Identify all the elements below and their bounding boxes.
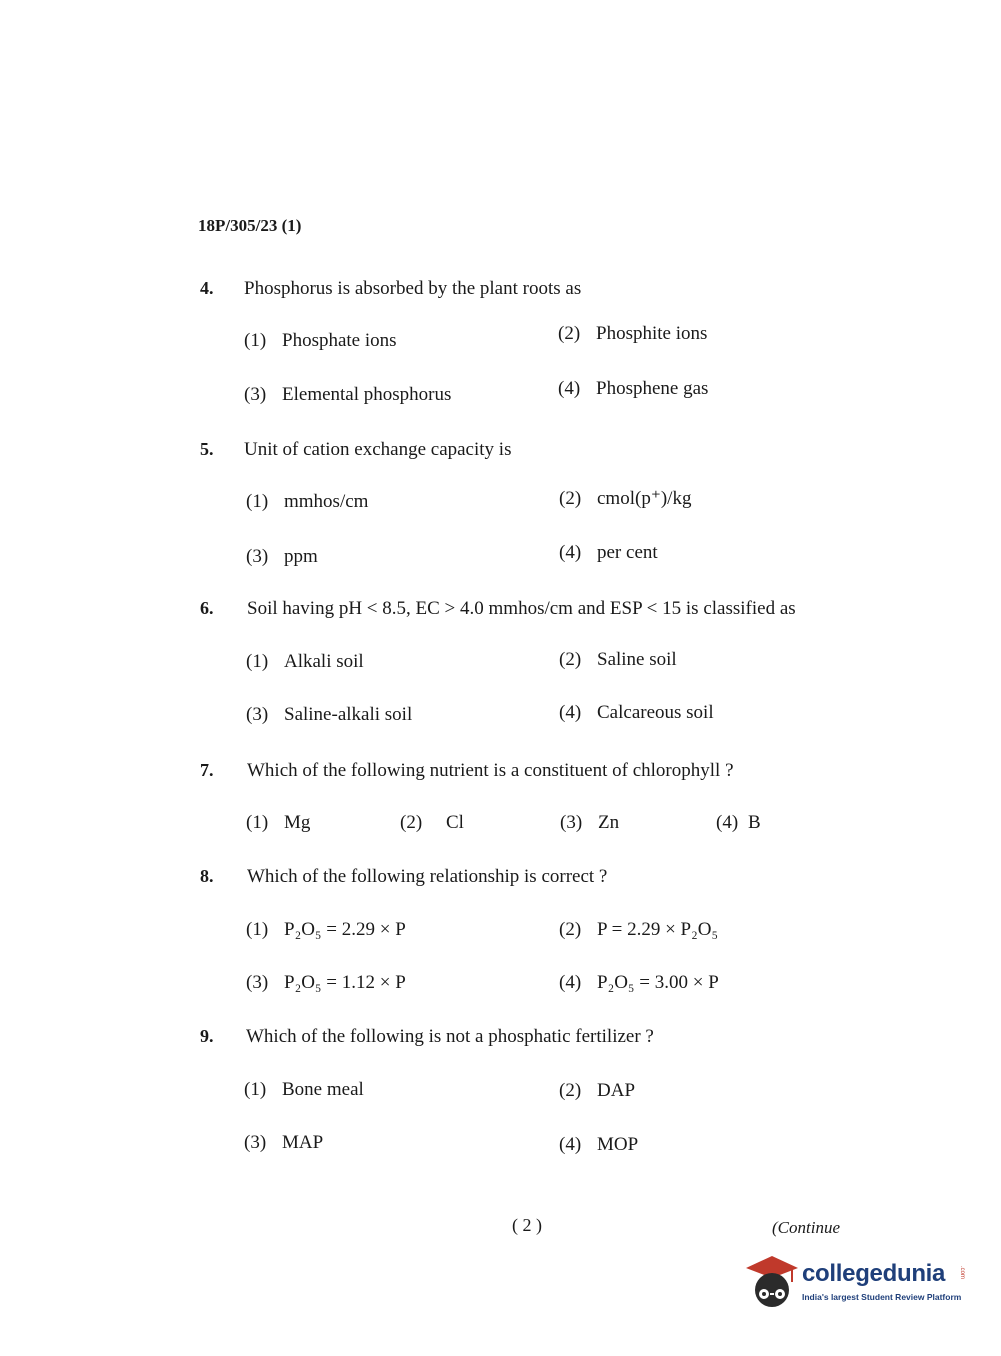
option-7-3: (3) Zn — [560, 812, 620, 833]
logo-suffix: .com — [959, 1266, 965, 1280]
option-6-4: (4) Calcareous soil — [559, 702, 714, 723]
question-number: 7. — [200, 760, 214, 780]
option-5-1: (1) mmhos/cm — [246, 491, 369, 512]
question-text: Unit of cation exchange capacity is — [244, 439, 512, 460]
option-6-2: (2) Saline soil — [559, 649, 677, 670]
option-9-3: (3) MAP — [244, 1132, 324, 1153]
paper-code: 18P/305/23 (1) — [198, 216, 302, 235]
logo-wordmark: collegedunia — [802, 1260, 946, 1287]
option-7-1: (1) Mg — [246, 812, 311, 833]
logo-tagline: India's largest Student Review Platform — [802, 1292, 962, 1302]
question-text: Which of the following relationship is correct ? — [247, 866, 608, 887]
option-5-3: (3) ppm — [246, 546, 318, 567]
question-text: Which of the following is not a phosphatic fertilizer ? — [246, 1026, 654, 1047]
option-4-1: (1) Phosphate ions — [244, 330, 397, 351]
question-number: 8. — [200, 866, 214, 886]
option-6-1: (1) Alkali soil — [246, 651, 364, 672]
question-text: Soil having pH < 8.5, EC > 4.0 mmhos/cm and ESP < 15 is classified as — [247, 598, 796, 619]
option-8-3: (3) P₂O₅ = 1.12 × P — [246, 972, 406, 993]
option-9-4: (4) MOP — [559, 1134, 639, 1155]
question-number: 6. — [200, 598, 214, 618]
question-number: 4. — [200, 278, 214, 298]
option-4-3: (3) Elemental phosphorus — [244, 384, 452, 405]
question-text: Which of the following nutrient is a constituent of chlorophyll ? — [247, 760, 734, 781]
option-7-4: (4) B — [716, 812, 761, 833]
option-8-4: (4) P₂O₅ = 3.00 × P — [559, 972, 719, 993]
page-number: ( 2 ) — [512, 1215, 542, 1235]
mascot-icon — [742, 1252, 800, 1314]
option-6-3: (3) Saline-alkali soil — [246, 704, 413, 725]
option-5-4: (4) per cent — [559, 542, 658, 563]
option-4-4: (4) Phosphene gas — [558, 378, 709, 399]
option-9-1: (1) Bone meal — [244, 1079, 364, 1100]
question-number: 5. — [200, 439, 214, 459]
continue-note: (Continue — [772, 1218, 840, 1237]
question-number: 9. — [200, 1026, 214, 1046]
option-7-2: (2) Cl — [400, 812, 464, 833]
option-5-2: (2) cmol(p⁺)/kg — [559, 488, 692, 509]
option-8-1: (1) P₂O₅ = 2.29 × P — [246, 919, 406, 940]
option-4-2: (2) Phosphite ions — [558, 323, 708, 344]
collegedunia-logo — [742, 1252, 972, 1314]
option-9-2: (2) DAP — [559, 1080, 636, 1101]
option-8-2: (2) P = 2.29 × P₂O₅ — [559, 919, 719, 940]
question-text: Phosphorus is absorbed by the plant roots as — [244, 278, 582, 299]
